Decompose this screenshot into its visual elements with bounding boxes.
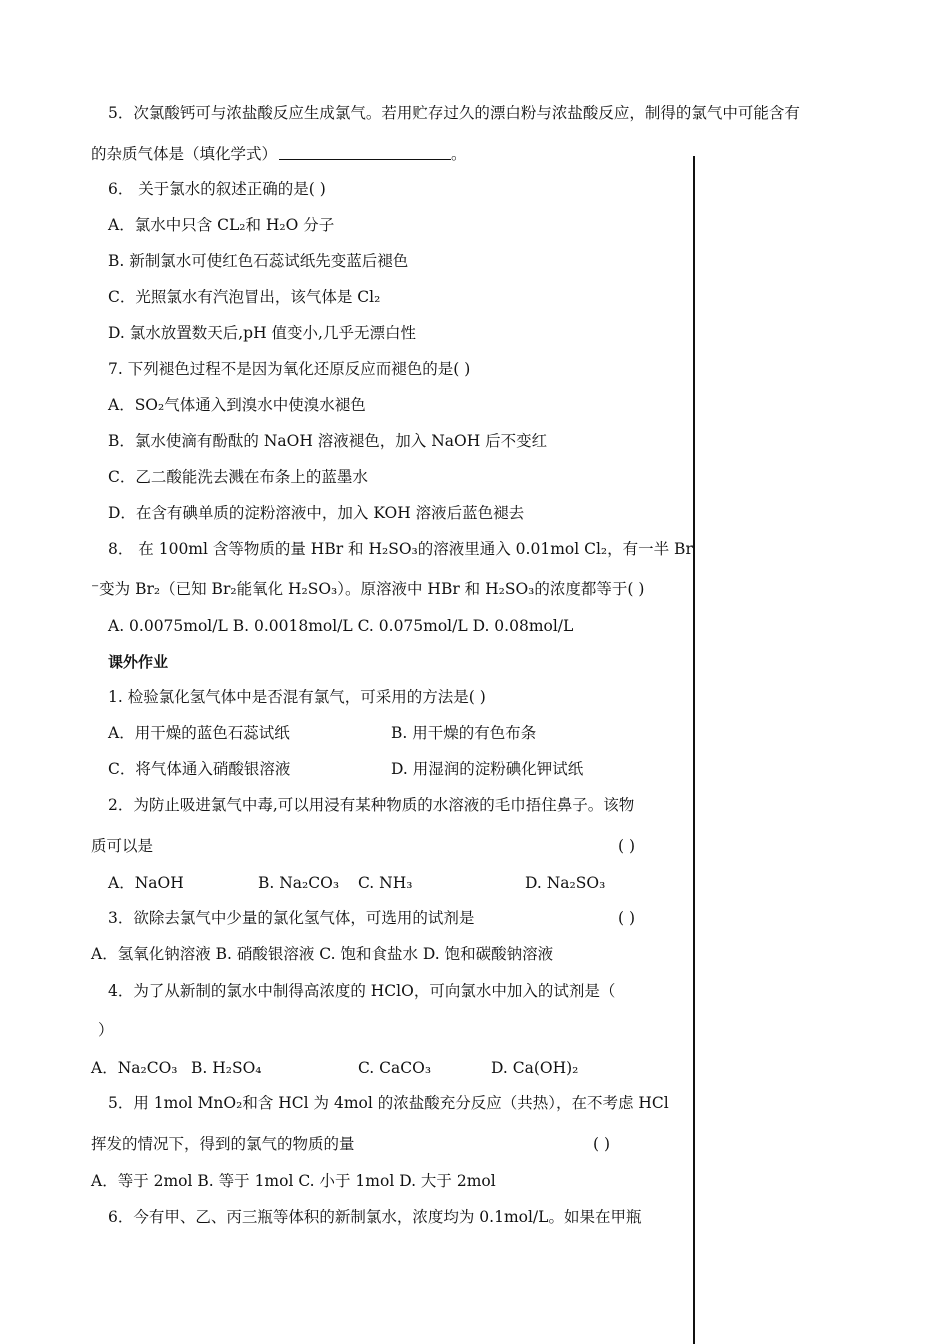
q5-line1: 5．次氯酸钙可与浓盐酸反应生成氯气。若用贮存过久的漂白粉与浓盐酸反应，制得的氯气中可能含有 (108, 104, 800, 122)
q6-option-a: A．氯水中只含 CL₂和 H₂O 分子 (108, 216, 335, 234)
q8-options: A. 0.0075mol/L B. 0.0018mol/L C. 0.075mol/L D. 0.08mol/L (108, 617, 574, 635)
h2-line2: 质可以是 (91, 837, 154, 855)
h2-option-b: B. Na₂CO₃ (258, 874, 340, 892)
h3-options: A．氢氧化钠溶液 B. 硝酸银溶液 C. 饱和食盐水 D. 饱和碳酸钠溶液 (91, 945, 554, 963)
h5-options: A．等于 2mol B. 等于 1mol C. 小于 1mol D. 大于 2mol (91, 1172, 496, 1190)
h5-line2: 挥发的情况下，得到的氯气的物质的量 (91, 1135, 355, 1153)
q7-option-c: C．乙二酸能洗去溅在布条上的蓝墨水 (108, 468, 368, 486)
q7-stem: 7. 下列褪色过程不是因为氧化还原反应而褪色的是( ) (108, 360, 471, 378)
h3-stem: 3．欲除去氯气中少量的氯化氢气体，可选用的试剂是 (108, 909, 475, 927)
h4-option-c: C. CaCO₃ (358, 1059, 432, 1077)
q8-line2: ⁻变为 Br₂（已知 Br₂能氧化 H₂SO₃）。原溶液中 HBr 和 H₂SO₃的浓度都等于( ) (91, 580, 645, 598)
h2-option-c: C. NH₃ (358, 874, 413, 892)
h2-option-a: A．NaOH (108, 874, 184, 892)
q5-line2-text: 的杂质气体是（填化学式） (91, 145, 278, 163)
homework-title: 课外作业 (108, 653, 169, 671)
h2-paren: ( ) (618, 837, 636, 855)
q8-line1: 8． 在 100ml 含等物质的量 HBr 和 H₂SO₃的溶液里通入 0.01mol Cl₂，有一半 Br (108, 540, 693, 558)
h1-option-b: B. 用干燥的有色布条 (391, 724, 537, 742)
h4-option-a: A．Na₂CO₃ (91, 1059, 178, 1077)
q5-answer-blank (279, 145, 451, 160)
q7-option-b: B．氯水使滴有酚酞的 NaOH 溶液褪色，加入 NaOH 后不变红 (108, 432, 548, 450)
q7-option-a: A．SO₂气体通入到溴水中使溴水褪色 (108, 396, 366, 414)
q6-option-d: D. 氯水放置数天后,pH 值变小,几乎无漂白性 (108, 324, 416, 342)
q6-option-b: B. 新制氯水可使红色石蕊试纸先变蓝后褪色 (108, 252, 409, 270)
h4-option-b: B. H₂SO₄ (191, 1059, 262, 1077)
h6-line1: 6．今有甲、乙、丙三瓶等体积的新制氯水，浓度均为 0.1mol/L。如果在甲瓶 (108, 1208, 642, 1226)
q6-stem: 6． 关于氯水的叙述正确的是( ) (108, 180, 326, 198)
h2-line1: 2．为防止吸进氯气中毒,可以用浸有某种物质的水溶液的毛巾捂住鼻子。该物 (108, 796, 635, 814)
h1-stem: 1. 检验氯化氢气体中是否混有氯气，可采用的方法是( ) (108, 688, 486, 706)
h5-line1: 5．用 1mol MnO₂和含 HCl 为 4mol 的浓盐酸充分反应（共热），在不考虑 HCl (108, 1094, 669, 1112)
q7-option-d: D．在含有碘单质的淀粉溶液中，加入 KOH 溶液后蓝色褪去 (108, 504, 525, 522)
h4-line1: 4．为了从新制的氯水中制得高浓度的 HClO，可向氯水中加入的试剂是（ (108, 982, 616, 1000)
h1-option-a: A．用干燥的蓝色石蕊试纸 (108, 724, 290, 742)
q5-line2-end: 。 (451, 145, 467, 163)
h5-paren: ( ) (593, 1135, 611, 1153)
q5-line2 (91, 144, 467, 164)
right-margin-rule (693, 156, 695, 1344)
h4-line2: ） (98, 1021, 114, 1039)
q6-option-c: C．光照氯水有汽泡冒出，该气体是 Cl₂ (108, 288, 381, 306)
h1-option-c: C．将气体通入硝酸银溶液 (108, 760, 291, 778)
h1-option-d: D. 用湿润的淀粉碘化钾试纸 (391, 760, 584, 778)
h4-option-d: D. Ca(OH)₂ (491, 1059, 579, 1077)
h2-option-d: D. Na₂SO₃ (525, 874, 606, 892)
h3-paren: ( ) (618, 909, 636, 927)
